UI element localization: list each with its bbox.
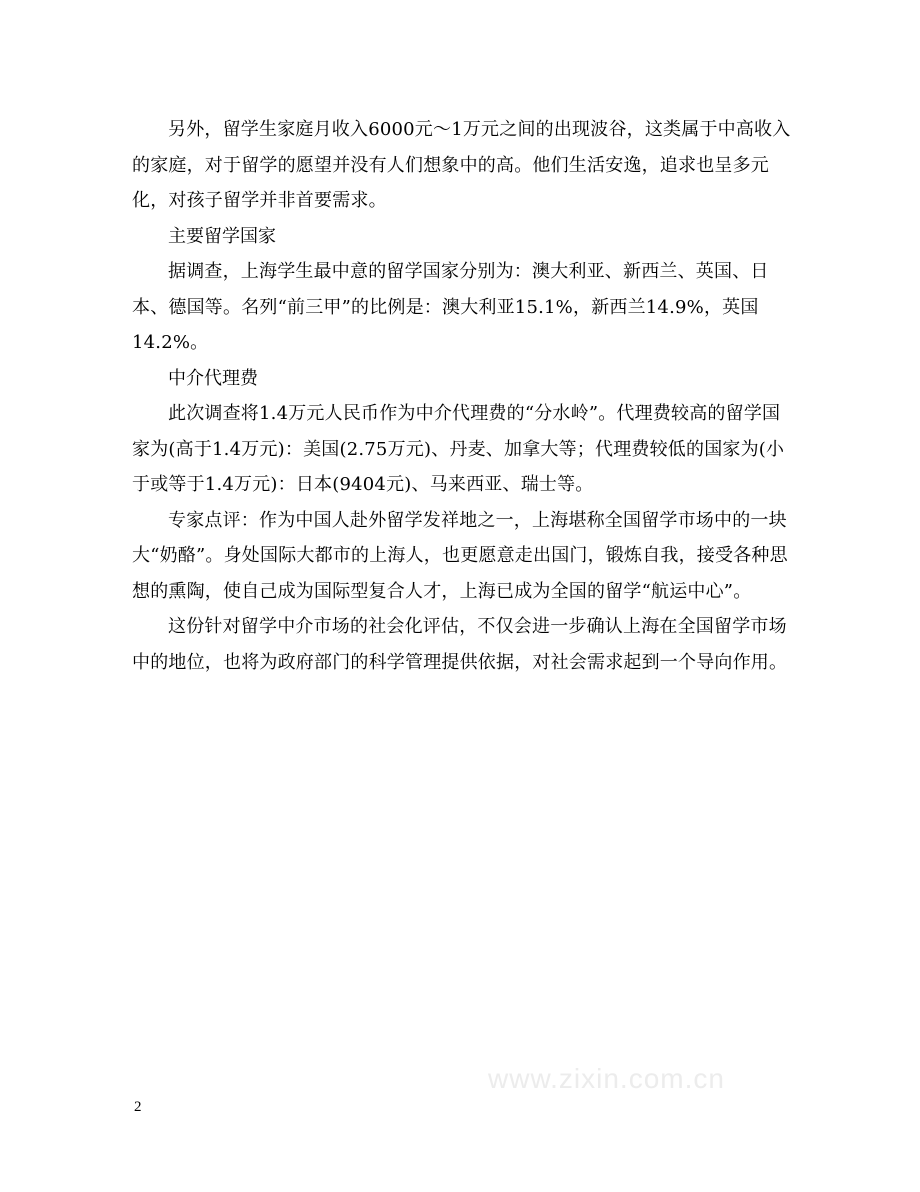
paragraph-agency-fee: 此次调查将1.4万元人民币作为中介代理费的“分水岭”。代理费较高的留学国家为(高于1.4万元)：美国(2.75万元)、丹麦、加拿大等；代理费较低的国家为(小于或等于1.4万元)：日本(9404元)、马来西亚、瑞士等。 — [132, 403, 785, 495]
section-heading-agency-fee: 中介代理费 — [168, 367, 258, 389]
paragraph-conclusion: 这份针对留学中介市场的社会化评估，不仅会进一步确认上海在全国留学市场中的地位，也将为政府部门的科学管理提供依据，对社会需求起到一个导向作用。 — [132, 616, 788, 673]
document-body — [132, 112, 798, 680]
section-heading-countries: 主要留学国家 — [168, 225, 276, 247]
watermark: www.zixin.com.cn — [488, 1063, 725, 1094]
paragraph-countries: 据调查，上海学生最中意的留学国家分别为：澳大利亚、新西兰、英国、日本、德国等。名列“前三甲”的比例是：澳大利亚15.1%，新西兰14.9%，英国14.2%。 — [132, 261, 769, 353]
page-number: 2 — [134, 1099, 142, 1115]
paragraph-income: 另外，留学生家庭月收入6000元～1万元之间的出现波谷，这类属于中高收入的家庭，对于留学的愿望并没有人们想象中的高。他们生活安逸，追求也呈多元化，对孩子留学并非首要需求。 — [132, 119, 791, 211]
paragraph-expert-comment: 专家点评：作为中国人赴外留学发祥地之一，上海堪称全国留学市场中的一块大“奶酪”。身处国际大都市的上海人，也更愿意走出国门，锻炼自我，接受各种思想的熏陶，使自己成为国际型复合人才，上海已成为全国的留学“航运中心”。 — [132, 509, 788, 602]
